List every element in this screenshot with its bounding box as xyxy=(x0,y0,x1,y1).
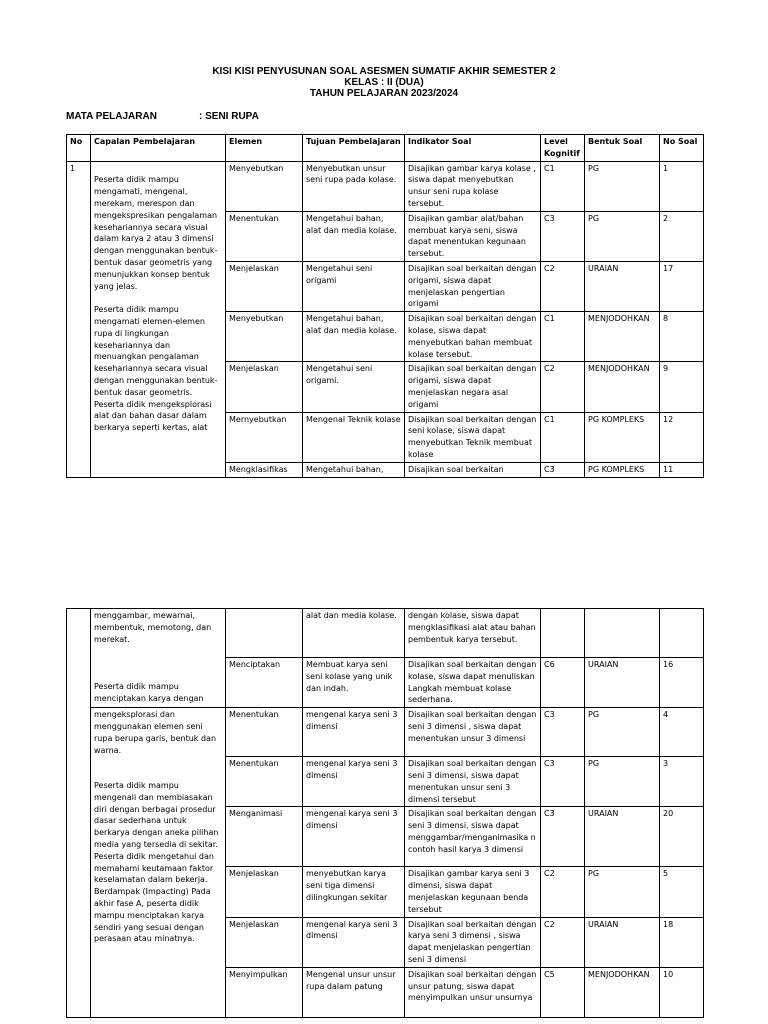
cell-no-soal: 16 xyxy=(660,658,704,708)
title-line-2: KELAS : II (DUA) xyxy=(344,77,424,88)
cell-no-soal: 12 xyxy=(660,412,704,462)
cell-bentuk: PG xyxy=(585,708,660,757)
cell-bentuk: URAIAN xyxy=(585,658,660,708)
cell-indikator: Disajikan soal berkaitan xyxy=(405,462,541,477)
cell-bentuk: MENJODOHKAN xyxy=(585,967,660,1017)
cell-no-soal xyxy=(660,609,704,658)
cell-no-soal: 4 xyxy=(660,708,704,757)
cell-indikator: Disajikan soal berkaitan dengan unsur patung, siswa dapat menyimpulkan unsur unsurnya xyxy=(405,967,541,1017)
cell-bentuk: PG KOMPLEKS xyxy=(585,412,660,462)
cell-elemen: Menentukan xyxy=(226,211,303,261)
cell-no-soal: 2 xyxy=(660,211,704,261)
cell-level: C2 xyxy=(541,917,585,967)
cell-elemen: Menyebutkan xyxy=(226,161,303,211)
cell-indikator: Disajikan soal berkaitan dengan kolase, siswa dapat menyebutkan bahan membuat kolase tersebut. xyxy=(405,312,541,362)
cell-indikator: Disajikan soal berkaitan dengan seni kolase, siswa dapat menyebutkan Teknik membuat kolase xyxy=(405,412,541,462)
title-line-3: TAHUN PELAJARAN 2023/2024 xyxy=(309,88,459,99)
col-header-bentuk: Bentuk Soal xyxy=(585,135,660,162)
cell-indikator: Disajikan soal berkaitan dengan seni 3 dimensi, siswa dapat menentukan unsur seni 3 dimensi tersebut xyxy=(405,757,541,807)
cell-level xyxy=(541,609,585,658)
cell-indikator: Disajikan gambar karya kolase , siswa dapat menyebutkan unsur seni rupa kolase tersebut. xyxy=(405,161,541,211)
capaian-text-continued: menggambar, mewarnai, membentuk, memotong, dan merekat. Peserta didik mampu menciptakan karya dengan xyxy=(91,609,226,708)
cell-indikator: Disajikan soal berkaitan dengan kolase, siswa dapat menuliskan Langkah membuat kolase sederhana. xyxy=(405,658,541,708)
cell-bentuk: MENJODOHKAN xyxy=(585,362,660,412)
cell-tujuan: Mengetahui bahan, xyxy=(303,462,405,477)
cell-elemen xyxy=(226,609,303,658)
cell-tujuan: alat dan media kolase. xyxy=(303,609,405,658)
cell-bentuk xyxy=(585,609,660,658)
cell-tujuan: mengenal karya seni 3 dimensi xyxy=(303,917,405,967)
cell-indikator: Disajikan soal berkaitan dengan seni 3 dimensi , siswa dapat menentukan unsur 3 dimensi xyxy=(405,708,541,757)
cell-elemen: Menganimasi xyxy=(226,807,303,867)
col-header-no-soal: No Soal xyxy=(660,135,704,162)
cell-tujuan: Mengetahui seni origami. xyxy=(303,362,405,412)
cell-bentuk: PG xyxy=(585,161,660,211)
cell-level: C2 xyxy=(541,867,585,917)
cell-indikator: dengan kolase, siswa dapat mengklasifikasi alat atau bahan pembentuk karya tersebut. xyxy=(405,609,541,658)
cell-elemen: Menyebutkan xyxy=(226,312,303,362)
cell-tujuan: Mengenal Teknik kolase xyxy=(303,412,405,462)
cell-level: C3 xyxy=(541,757,585,807)
cell-no-soal: 17 xyxy=(660,261,704,311)
cell-elemen: Menciptakan xyxy=(226,658,303,708)
cell-level: C3 xyxy=(541,708,585,757)
cell-tujuan: mengenal karya seni 3 dimensi xyxy=(303,708,405,757)
cell-no-soal: 8 xyxy=(660,312,704,362)
capaian-text-continued-2: mengeksplorasi dan menggunakan elemen seni rupa berupa garis, bentuk dan warna. Peserta didik mampu mengenali dan membiasakan diri dengan berbagai prosedur dasar sederhana untuk berkarya dengan aneka pilihan media yang tersedia di sekitar. Peserta didik mengetahui dan memahami keutamaan faktor keselamatan dalam bekerja. Berdampak (Impacting) Pada akhir fase A, peserta didik mampu menciptakan karya sendiri yang sesuai dengan perasaan atau minatnya. xyxy=(91,708,226,1018)
col-header-elemen: Elemen xyxy=(226,135,303,162)
cell-bentuk: URAIAN xyxy=(585,807,660,867)
col-header-indikator: Indikator Soal xyxy=(405,135,541,162)
cell-indikator: Disajikan soal berkaitan dengan karya seni 3 dimensi , siswa dapat menjelaskan pengertian seni 3 dimensi xyxy=(405,917,541,967)
cell-no-soal: 10 xyxy=(660,967,704,1017)
cell-tujuan: Mengetahui seni origami xyxy=(303,261,405,311)
cell-indikator: Disajikan soal berkaitan dengan seni 3 dimensi, siswa dapat menggambar/menganimasika n contoh hasil karya 3 dimensi xyxy=(405,807,541,867)
table-header-row xyxy=(67,135,704,162)
subject-label: MATA PELAJARAN xyxy=(66,111,157,122)
cell-elemen: Menjelaskan xyxy=(226,867,303,917)
row-number: 1 xyxy=(67,161,91,477)
cell-tujuan: menyebutkan karya seni tiga dimensi dilingkungan sekitar xyxy=(303,867,405,917)
col-header-level: Level Kognitif xyxy=(541,135,585,162)
cell-elemen: Menjelaskan xyxy=(226,261,303,311)
cell-tujuan: Mengenal unsur unsur rupa dalam patung xyxy=(303,967,405,1017)
capaian-text: Peserta didik mampu mengamati, mengenal, merekam, merespon dan mengekspresikan pengalaman kesehariannya secara visual dalam karya 2 atau 3 dimensi dengan menggunakan bentuk-bentuk dasar geometris yang menunjukkan konsep bentuk yang jelas. Peserta didik mampu mengamati elemen-elemen rupa di lingkungan kesehariannya dan menuangkan pengalaman kesehariannya secara visual dengan menggunakan bentuk-bentuk dasar geometris. Peserta didik mengeksplorasi alat dan bahan dasar dalam berkarya seperti kertas, alat xyxy=(91,161,226,477)
title-line-1: KISI KISI PENYUSUNAN SOAL ASESMEN SUMATIF AKHIR SEMESTER 2 xyxy=(212,66,556,77)
cell-no-soal: 5 xyxy=(660,867,704,917)
cell-elemen: Mengklasifikas xyxy=(226,462,303,477)
cell-level: C1 xyxy=(541,161,585,211)
row-number-continued xyxy=(67,609,91,1018)
cell-tujuan: Membuat karya seni seni kolase yang unik dan indah. xyxy=(303,658,405,708)
cell-level: C3 xyxy=(541,211,585,261)
cell-no-soal: 1 xyxy=(660,161,704,211)
cell-bentuk: PG xyxy=(585,211,660,261)
table-row xyxy=(67,161,704,211)
cell-elemen: Menentukan xyxy=(226,757,303,807)
cell-level: C5 xyxy=(541,967,585,1017)
cell-elemen: Menjelaskan xyxy=(226,362,303,412)
cell-tujuan: mengenal karya seni 3 dimensi xyxy=(303,757,405,807)
cell-bentuk: PG xyxy=(585,867,660,917)
cell-bentuk: PG xyxy=(585,757,660,807)
cell-elemen: Menyimpulkan xyxy=(226,967,303,1017)
cell-level: C1 xyxy=(541,412,585,462)
cell-no-soal: 11 xyxy=(660,462,704,477)
cell-no-soal: 18 xyxy=(660,917,704,967)
col-header-tujuan: Tujuan Pembelajaran xyxy=(303,135,405,162)
cell-bentuk: URAIAN xyxy=(585,261,660,311)
cell-level: C2 xyxy=(541,261,585,311)
cell-bentuk: MENJODOHKAN xyxy=(585,312,660,362)
cell-elemen: Menjelaskan xyxy=(226,917,303,967)
cell-level: C3 xyxy=(541,462,585,477)
blueprint-table-page-2 xyxy=(66,608,704,1018)
cell-indikator: Disajikan soal berkaitan dengan origami, siswa dapat menjelaskan negara asal origami xyxy=(405,362,541,412)
cell-tujuan: Menyebutkan unsur seni rupa pada kolase. xyxy=(303,161,405,211)
cell-tujuan: Mengetahui bahan, alat dan media kolase. xyxy=(303,312,405,362)
document-title xyxy=(0,66,768,99)
cell-indikator: Disajikan gambar karya seni 3 dimensi, siswa dapat menjelaskan kegunaan benda tersebut xyxy=(405,867,541,917)
blueprint-table-page-1 xyxy=(66,134,704,478)
subject-value: : SENI RUPA xyxy=(199,111,259,122)
cell-elemen: Menentukan xyxy=(226,708,303,757)
cell-no-soal: 9 xyxy=(660,362,704,412)
cell-level: C3 xyxy=(541,807,585,867)
cell-level: C6 xyxy=(541,658,585,708)
subject-line xyxy=(66,111,259,122)
table-row xyxy=(67,708,704,757)
cell-no-soal: 20 xyxy=(660,807,704,867)
cell-level: C2 xyxy=(541,362,585,412)
cell-tujuan: Mengetahui bahan, alat dan media kolase. xyxy=(303,211,405,261)
col-header-no: No xyxy=(67,135,91,162)
cell-indikator: Disajikan gambar alat/bahan membuat karya seni, siswa dapat menentukan kegunaan tersebut. xyxy=(405,211,541,261)
table-row xyxy=(67,609,704,658)
cell-bentuk: PG KOMPLEKS xyxy=(585,462,660,477)
cell-bentuk: URAIAN xyxy=(585,917,660,967)
cell-level: C1 xyxy=(541,312,585,362)
cell-tujuan: mengenal karya seni 3 dimensi xyxy=(303,807,405,867)
cell-no-soal: 3 xyxy=(660,757,704,807)
col-header-capaian: Capalan Pembelajaran xyxy=(91,135,226,162)
cell-elemen: Mernyebutkan xyxy=(226,412,303,462)
cell-indikator: Disajikan soal berkaitan dengan origami, siswa dapat menjelaskan pengertian origami xyxy=(405,261,541,311)
